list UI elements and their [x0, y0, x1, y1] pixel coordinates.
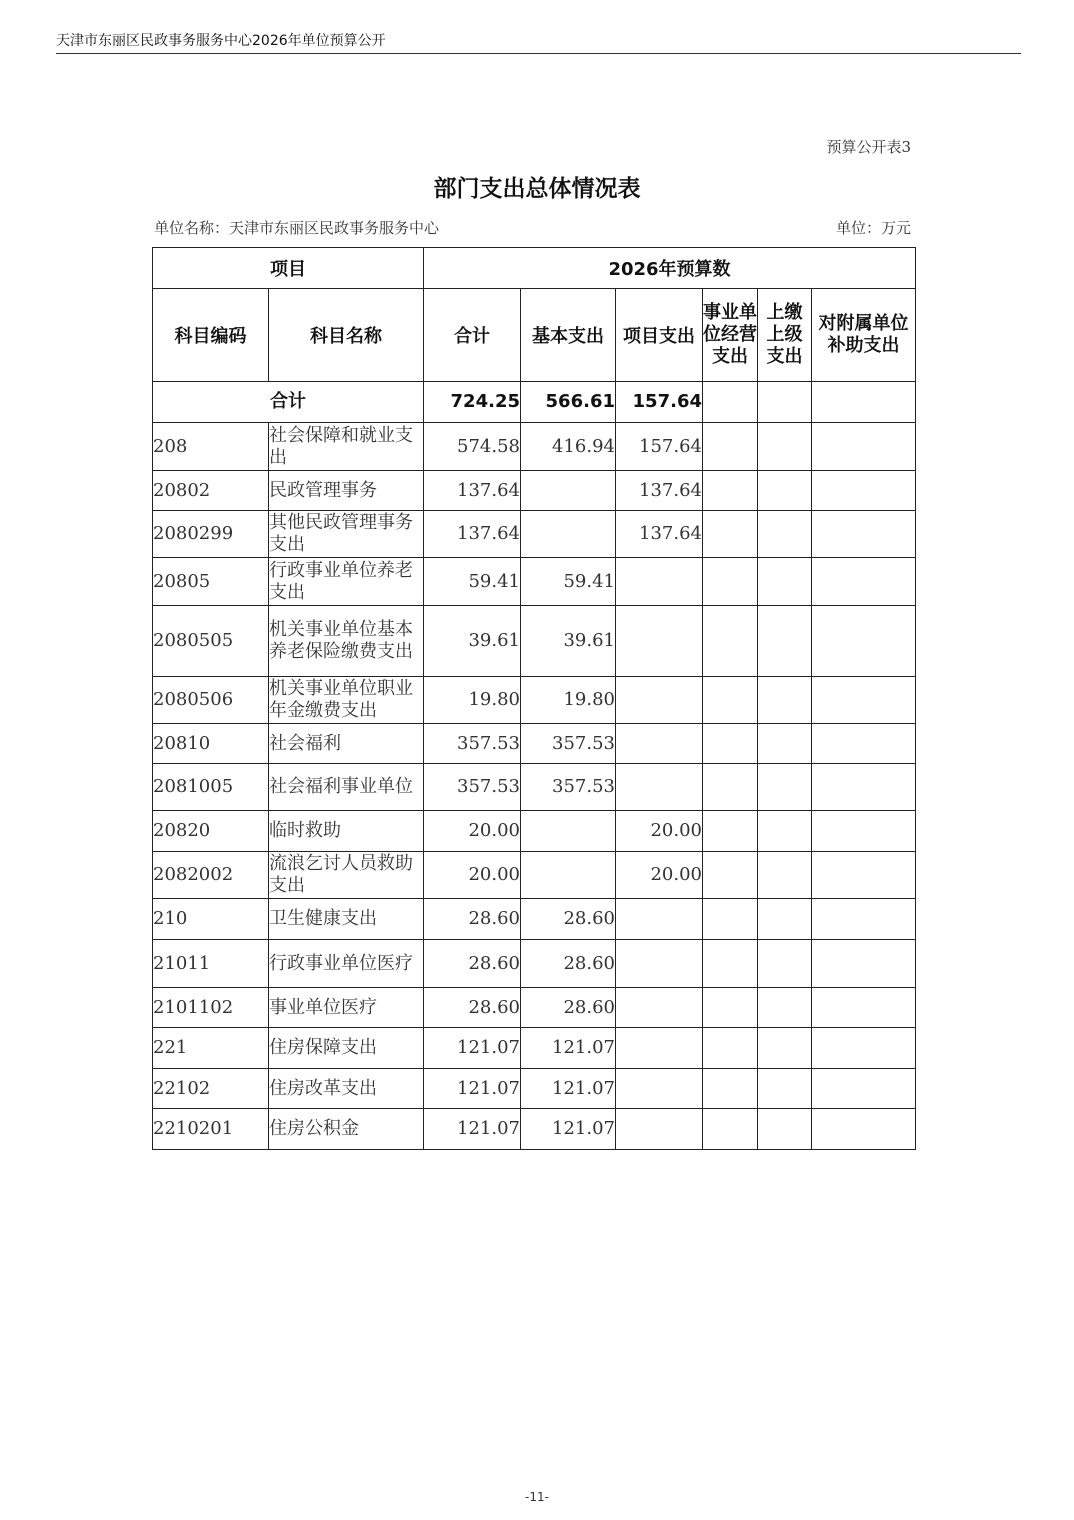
cell-subsidy [812, 724, 916, 764]
page-number: -11- [525, 1490, 549, 1504]
cell-business [703, 677, 758, 724]
col-header-business: 事业单位经营支出 [703, 289, 758, 382]
group-header-project: 项目 [153, 248, 424, 289]
cell-total: 20.00 [424, 811, 521, 852]
cell-business [703, 899, 758, 940]
cell-business [703, 471, 758, 511]
cell-subsidy [812, 852, 916, 899]
cell-upper [758, 558, 812, 606]
table-row [153, 940, 916, 988]
cell-basic: 416.94 [521, 423, 616, 471]
cell-name: 民政管理事务 [269, 471, 424, 511]
cell-subsidy [812, 1109, 916, 1150]
cell-total: 121.07 [424, 1109, 521, 1150]
col-header-basic: 基本支出 [521, 289, 616, 382]
cell-basic: 357.53 [521, 724, 616, 764]
document-title: 部门支出总体情况表 [433, 176, 641, 202]
cell-name: 行政事业单位养老支出 [269, 558, 424, 606]
cell-upper [758, 988, 812, 1028]
table-row [153, 852, 916, 899]
table-row [153, 764, 916, 811]
cell-upper [758, 1028, 812, 1069]
cell-code: 22102 [153, 1069, 269, 1109]
cell-subsidy [812, 511, 916, 558]
cell-name: 卫生健康支出 [269, 899, 424, 940]
cell-business [703, 1028, 758, 1069]
cell-subsidy [812, 899, 916, 940]
total-cell-upper [758, 382, 812, 423]
cell-name: 社会福利事业单位 [269, 764, 424, 811]
cell-name: 住房公积金 [269, 1109, 424, 1150]
cell-code: 21011 [153, 940, 269, 988]
cell-name: 临时救助 [269, 811, 424, 852]
cell-total: 121.07 [424, 1069, 521, 1109]
cell-total: 19.80 [424, 677, 521, 724]
table-row [153, 811, 916, 852]
cell-upper [758, 471, 812, 511]
cell-business [703, 511, 758, 558]
cell-code: 2082002 [153, 852, 269, 899]
table-row [153, 677, 916, 724]
cell-basic: 28.60 [521, 940, 616, 988]
cell-project [616, 988, 703, 1028]
cell-basic [521, 852, 616, 899]
cell-total: 28.60 [424, 899, 521, 940]
cell-business [703, 423, 758, 471]
cell-subsidy [812, 471, 916, 511]
cell-basic: 28.60 [521, 988, 616, 1028]
cell-name: 流浪乞讨人员救助支出 [269, 852, 424, 899]
cell-business [703, 606, 758, 677]
cell-name: 其他民政管理事务支出 [269, 511, 424, 558]
cell-total: 121.07 [424, 1028, 521, 1069]
cell-business [703, 558, 758, 606]
cell-total: 357.53 [424, 724, 521, 764]
cell-upper [758, 852, 812, 899]
cell-code: 2080506 [153, 677, 269, 724]
cell-code: 221 [153, 1028, 269, 1069]
cell-code: 2080299 [153, 511, 269, 558]
cell-business [703, 764, 758, 811]
cell-code: 2101102 [153, 988, 269, 1028]
total-cell-basic: 566.61 [521, 382, 616, 423]
cell-business [703, 852, 758, 899]
cell-name: 住房保障支出 [269, 1028, 424, 1069]
cell-project [616, 899, 703, 940]
cell-upper [758, 511, 812, 558]
total-row [153, 382, 916, 423]
cell-upper [758, 764, 812, 811]
cell-upper [758, 1109, 812, 1150]
cell-project [616, 1069, 703, 1109]
cell-code: 210 [153, 899, 269, 940]
running-header: 天津市东丽区民政事务服务中心2026年单位预算公开 [56, 33, 386, 49]
total-cell-total: 724.25 [424, 382, 521, 423]
cell-total: 20.00 [424, 852, 521, 899]
cell-project [616, 1028, 703, 1069]
cell-name: 住房改革支出 [269, 1069, 424, 1109]
table-row [153, 724, 916, 764]
col-header-total: 合计 [424, 289, 521, 382]
cell-total: 59.41 [424, 558, 521, 606]
cell-project [616, 764, 703, 811]
cell-basic: 59.41 [521, 558, 616, 606]
cell-total: 137.64 [424, 511, 521, 558]
cell-upper [758, 606, 812, 677]
cell-subsidy [812, 423, 916, 471]
cell-name: 行政事业单位医疗 [269, 940, 424, 988]
cell-subsidy [812, 764, 916, 811]
cell-code: 208 [153, 423, 269, 471]
table-row [153, 558, 916, 606]
cell-total: 574.58 [424, 423, 521, 471]
col-header-name: 科目名称 [269, 289, 424, 382]
cell-project: 157.64 [616, 423, 703, 471]
cell-project [616, 1109, 703, 1150]
cell-subsidy [812, 940, 916, 988]
cell-subsidy [812, 558, 916, 606]
cell-code: 2210201 [153, 1109, 269, 1150]
cell-upper [758, 724, 812, 764]
cell-total: 39.61 [424, 606, 521, 677]
header-divider [56, 53, 1021, 54]
cell-total: 357.53 [424, 764, 521, 811]
cell-project: 137.64 [616, 471, 703, 511]
cell-business [703, 1109, 758, 1150]
cell-business [703, 988, 758, 1028]
cell-name: 机关事业单位职业年金缴费支出 [269, 677, 424, 724]
total-cell-business [703, 382, 758, 423]
table-row [153, 511, 916, 558]
table-row [153, 988, 916, 1028]
table-row [153, 1109, 916, 1150]
cell-business [703, 1069, 758, 1109]
unit-name: 单位名称：天津市东丽区民政事务服务中心 [154, 219, 440, 237]
cell-code: 20802 [153, 471, 269, 511]
table-row [153, 471, 916, 511]
cell-total: 28.60 [424, 940, 521, 988]
cell-basic: 19.80 [521, 677, 616, 724]
cell-basic: 39.61 [521, 606, 616, 677]
cell-name: 社会保障和就业支出 [269, 423, 424, 471]
cell-business [703, 811, 758, 852]
cell-project [616, 606, 703, 677]
cell-name: 社会福利 [269, 724, 424, 764]
group-header-budget: 2026年预算数 [424, 248, 916, 289]
cell-name: 事业单位医疗 [269, 988, 424, 1028]
table-row [153, 899, 916, 940]
cell-project: 20.00 [616, 811, 703, 852]
cell-basic: 121.07 [521, 1069, 616, 1109]
cell-upper [758, 1069, 812, 1109]
cell-basic: 357.53 [521, 764, 616, 811]
cell-code: 20820 [153, 811, 269, 852]
cell-basic: 28.60 [521, 899, 616, 940]
total-label: 合计 [153, 382, 424, 423]
cell-subsidy [812, 1028, 916, 1069]
table-row [153, 606, 916, 677]
cell-basic: 121.07 [521, 1028, 616, 1069]
table-row [153, 423, 916, 471]
expenditure-table [152, 247, 916, 1150]
total-cell-project: 157.64 [616, 382, 703, 423]
cell-name: 机关事业单位基本养老保险缴费支出 [269, 606, 424, 677]
cell-subsidy [812, 677, 916, 724]
cell-basic [521, 511, 616, 558]
cell-project: 137.64 [616, 511, 703, 558]
cell-subsidy [812, 1069, 916, 1109]
cell-total: 137.64 [424, 471, 521, 511]
cell-basic: 121.07 [521, 1109, 616, 1150]
cell-project [616, 677, 703, 724]
total-cell-subsidy [812, 382, 916, 423]
cell-business [703, 724, 758, 764]
cell-upper [758, 677, 812, 724]
col-header-code: 科目编码 [153, 289, 269, 382]
col-header-subsidy: 对附属单位补助支出 [812, 289, 916, 382]
cell-project: 20.00 [616, 852, 703, 899]
col-header-project: 项目支出 [616, 289, 703, 382]
table-row [153, 1028, 916, 1069]
cell-upper [758, 423, 812, 471]
cell-code: 2080505 [153, 606, 269, 677]
cell-project [616, 940, 703, 988]
cell-project [616, 558, 703, 606]
unit-measure: 单位：万元 [835, 219, 911, 237]
cell-basic [521, 811, 616, 852]
form-number: 预算公开表3 [826, 138, 911, 156]
cell-total: 28.60 [424, 988, 521, 1028]
cell-code: 20810 [153, 724, 269, 764]
cell-basic [521, 471, 616, 511]
col-header-upper: 上缴上级支出 [758, 289, 812, 382]
cell-upper [758, 940, 812, 988]
cell-subsidy [812, 988, 916, 1028]
cell-subsidy [812, 606, 916, 677]
cell-upper [758, 811, 812, 852]
cell-business [703, 940, 758, 988]
cell-code: 20805 [153, 558, 269, 606]
cell-code: 2081005 [153, 764, 269, 811]
cell-upper [758, 899, 812, 940]
table-row [153, 1069, 916, 1109]
cell-subsidy [812, 811, 916, 852]
cell-project [616, 724, 703, 764]
